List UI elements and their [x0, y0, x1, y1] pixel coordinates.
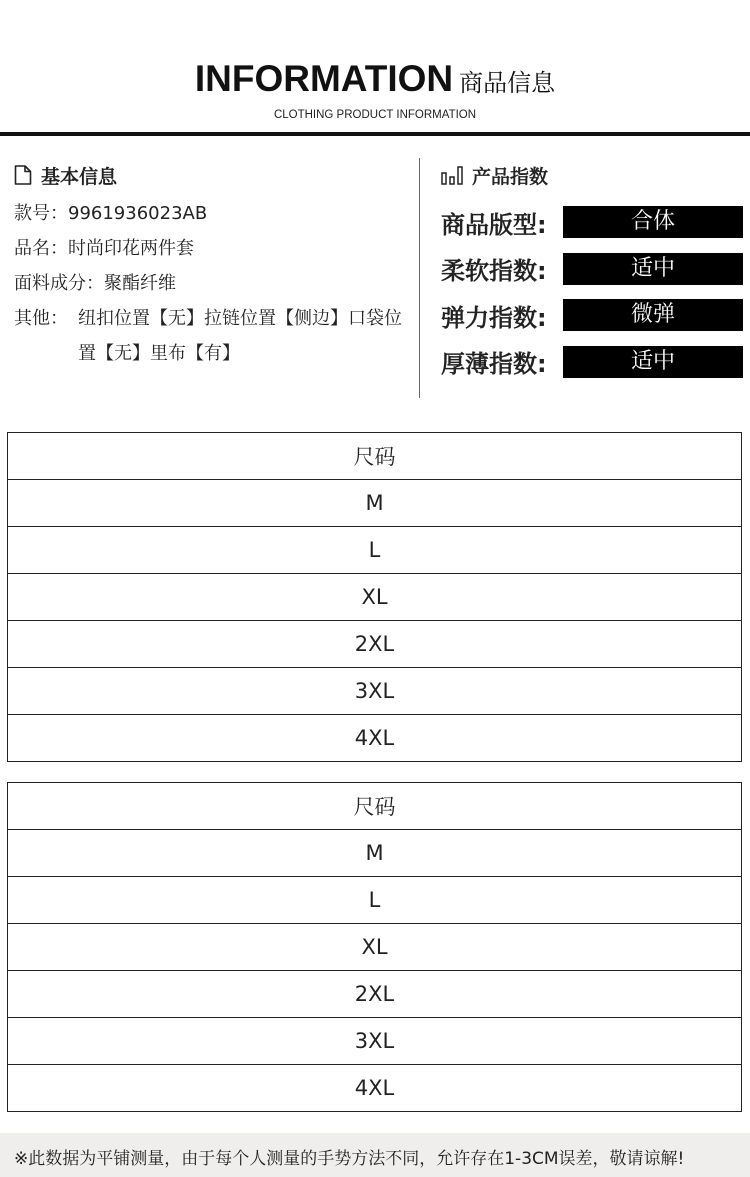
index-row-thickness [441, 339, 743, 386]
item-no-row [14, 196, 409, 231]
item-no-value: 9961936023AB [68, 203, 208, 224]
table-row [8, 668, 742, 715]
header [0, 0, 750, 138]
table-header-row [8, 433, 742, 480]
table-cell: 2XL [8, 971, 742, 1018]
other-value: 纽扣位置【无】拉链位置【侧边】口袋位置【无】里布【有】 [78, 308, 402, 364]
fabric-value: 聚酯纤维 [104, 273, 176, 294]
header-divider [0, 132, 750, 136]
product-index-title-text: 产品指数 [472, 165, 549, 188]
table-row [8, 924, 742, 971]
page-subtitle: CLOTHING PRODUCT INFORMATION [273, 109, 477, 121]
title-cn: 商品信息 [459, 69, 556, 97]
size-table [7, 432, 742, 762]
fabric-row [14, 266, 409, 301]
table-cell: XL [8, 924, 742, 971]
document-icon [14, 165, 32, 185]
basic-info-section [14, 160, 409, 371]
other-row [14, 301, 409, 371]
other-key: 其他： [14, 308, 68, 329]
product-index-title [441, 160, 743, 190]
size-table [7, 782, 742, 1112]
product-index-section [441, 160, 743, 385]
page-title [0, 58, 750, 100]
table-header-cell: 尺码 [8, 433, 742, 480]
item-no-key: 款号： [14, 203, 68, 224]
table-cell: 3XL [8, 668, 742, 715]
table-cell: L [8, 527, 742, 574]
table-cell: 4XL [8, 1065, 742, 1112]
table-row [8, 527, 742, 574]
table-row [8, 1065, 742, 1112]
index-label: 厚薄指数: [441, 350, 547, 379]
table-row [8, 877, 742, 924]
table-header-cell: 尺码 [8, 783, 742, 830]
table-cell: XL [8, 574, 742, 621]
product-name-key: 品名： [14, 238, 68, 259]
basic-info-title [14, 160, 409, 190]
table-cell: M [8, 480, 742, 527]
bar-chart-icon [441, 165, 463, 185]
table-row [8, 830, 742, 877]
table-cell: 4XL [8, 715, 742, 762]
product-name-row [14, 231, 409, 266]
index-value: 微弹 [563, 299, 743, 331]
measurement-notice [0, 1133, 750, 1177]
table-header-row [8, 783, 742, 830]
basic-info-title-text: 基本信息 [41, 165, 118, 188]
index-row-softness [441, 246, 743, 293]
table-row [8, 715, 742, 762]
title-en: INFORMATION [194, 58, 454, 99]
index-label: 柔软指数: [441, 257, 547, 286]
fabric-key: 面料成分： [14, 273, 104, 294]
index-row-fit [441, 199, 743, 246]
product-name-value: 时尚印花两件套 [68, 238, 194, 259]
table-row [8, 621, 742, 668]
index-value: 合体 [563, 206, 743, 238]
index-row-elasticity [441, 292, 743, 339]
notice-text: ※此数据为平铺测量，由于每个人测量的手势方法不同，允许存在1-3CM误差，敬请谅解! [14, 1149, 685, 1169]
index-label: 弹力指数: [441, 303, 547, 332]
table-cell: 2XL [8, 621, 742, 668]
table-row [8, 480, 742, 527]
table-row [8, 971, 742, 1018]
table-cell: M [8, 830, 742, 877]
table-cell: 3XL [8, 1018, 742, 1065]
table-cell: L [8, 877, 742, 924]
table-row [8, 574, 742, 621]
table-row [8, 1018, 742, 1065]
index-value: 适中 [563, 346, 743, 378]
index-value: 适中 [563, 253, 743, 285]
section-divider [419, 158, 420, 398]
index-label: 商品版型: [441, 210, 547, 239]
